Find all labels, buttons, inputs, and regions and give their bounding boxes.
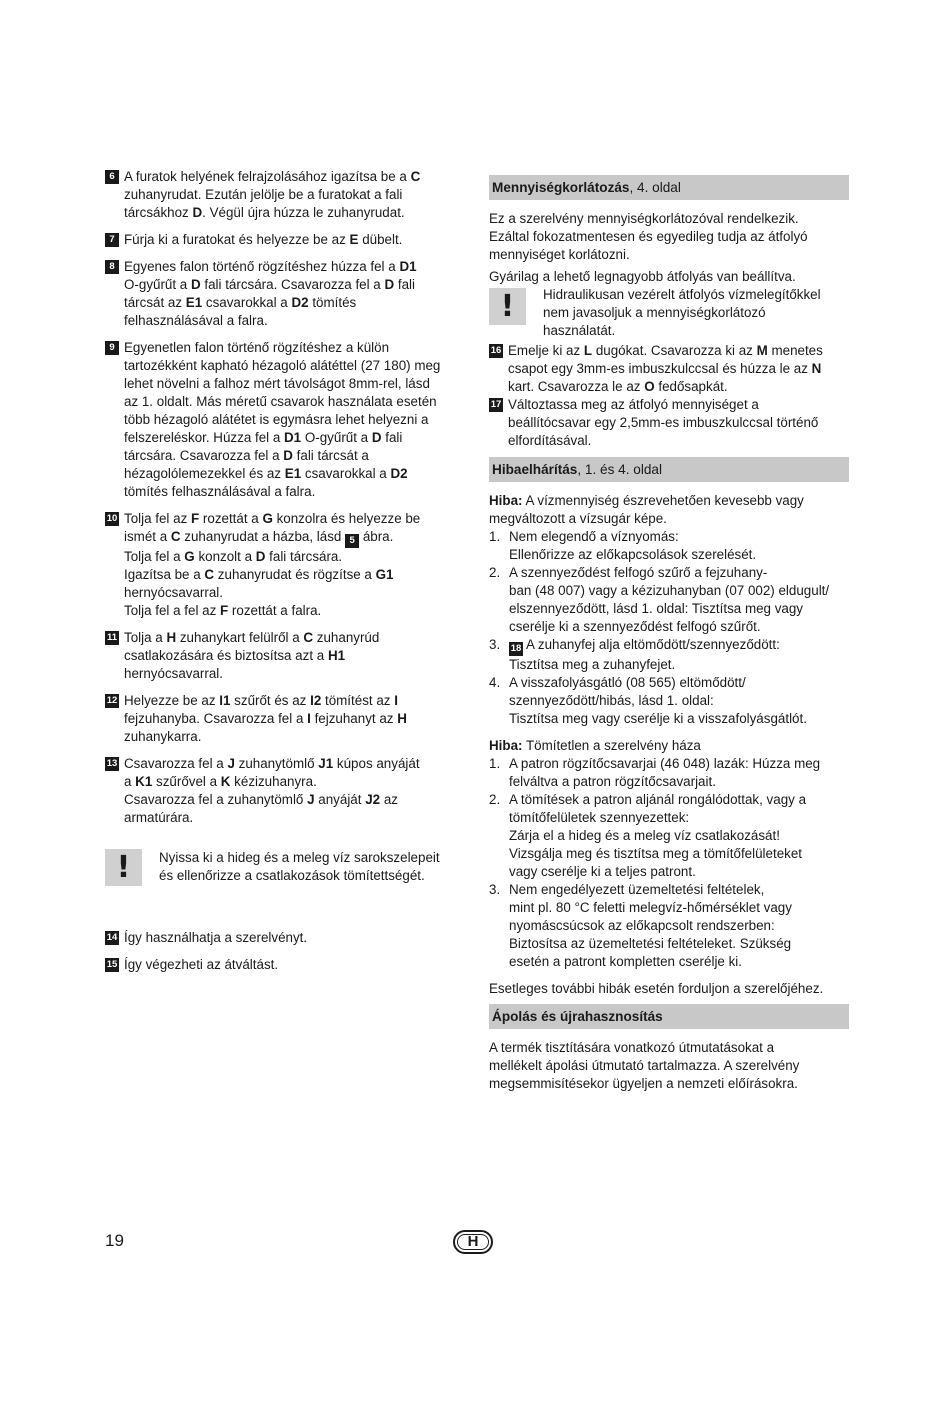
text-run: csavarokkal a [301,466,391,481]
text-line [508,432,849,450]
step-number-badge: 6 [105,170,119,184]
part-label: F [220,603,229,618]
text-run: kézizuhanyra. [230,774,317,789]
text-line [509,791,849,809]
text-line [124,929,460,947]
text-run: tömítést az [321,693,395,708]
text-run: szűrővel a [152,774,221,789]
text-run: Vizsgálja meg és tisztítsa meg a tömítőfelületeket [509,846,802,861]
text-line [509,564,849,582]
text-run: az [380,792,398,807]
text-line [509,917,849,935]
part-label: I1 [219,693,231,708]
text-run: anyáját [314,792,366,807]
text-run: A furatok helyének felrajzolásához igazítsa be a [124,169,411,184]
text-run: lehet növelni a falhoz mért távolságot 8mm-rel, lásd [124,376,430,391]
text-line [124,357,460,375]
part-label: E1 [185,295,203,310]
step-item [105,956,460,974]
part-label: D1 [399,259,417,274]
text-run: fedősapkát. [654,379,728,394]
text-line [124,231,460,249]
part-label: K1 [135,774,153,789]
text-line [124,294,460,312]
text-line [508,378,849,396]
text-run: elfordításával. [508,433,592,448]
step-number-badge: 8 [105,260,119,274]
fault-causes-list [489,528,849,728]
part-label: I [307,711,311,726]
text-run: Tolja fel az [124,511,191,526]
text-run: tárcsát az [124,295,186,310]
part-label: N [811,361,822,376]
text-run: fali [394,277,415,292]
text-run: zuhanytömlő [234,756,319,771]
section-title-suffix: , 4. oldal [629,180,681,195]
part-label: C [170,529,181,544]
section-header-flow-limit [489,175,849,200]
list-item-number: 1. [489,529,501,544]
part-label: D [190,277,201,292]
step-item [105,510,460,620]
text-run: dübelt. [358,232,403,247]
text-line [124,312,460,330]
part-label: J1 [318,756,334,771]
text-run: mint pl. 80 °C feletti melegvíz-hőmérséklet vagy [509,900,792,915]
text-run: konzolt a [194,549,256,564]
text-run: szűrőt és az [230,693,311,708]
text-run: Így használhatja a szerelvényt. [124,930,308,945]
text-line [124,791,460,809]
text-run: . Végül újra húzza le zuhanyrudat. [202,205,405,220]
figure-ref-badge: 18 [510,643,522,654]
text-line [509,710,849,728]
step-item [489,342,849,396]
text-line [124,393,460,411]
text-run: Csavarozza fel a [124,756,228,771]
text-run: csapot egy 3mm-es imbuszkulccsal és húzza le az [508,361,812,376]
text-run: hézagolólemezekkel és az [124,466,285,481]
text-line [509,845,849,863]
text-line [509,692,849,710]
section-title: Hibaelhárítás [492,462,578,477]
text-line [509,600,849,618]
step-number-badge: 14 [106,932,118,943]
list-item [489,881,849,971]
text-run: vagy cserélje ki a teljes patront. [509,864,696,879]
section-title: Ápolás és újrahasznosítás [492,1009,663,1024]
paragraph [489,210,849,264]
warning-text-line: Hidraulikusan vezérelt átfolyós vízmelegítőkkel [543,287,821,302]
list-item-number: 4. [489,675,501,690]
part-label: G [262,511,273,526]
text-run: menetes [767,343,823,358]
paragraph: Gyárilag a lehető legnagyobb átfolyás van beállítva. [489,269,796,284]
list-item [489,791,849,881]
part-label: D [371,430,382,445]
text-run: Így végezheti az átváltást. [124,957,279,972]
warning-block [105,849,460,889]
text-run: hernyócsavarral. [124,585,223,600]
page-number: 19 [105,1231,124,1250]
text-run: hernyócsavarral. [124,666,223,681]
text-run: Nem engedélyezett üzemeltetési feltételek, [509,882,765,897]
text-line [124,755,460,773]
text-run: fejzuhanyba. Csavarozza fel a [124,711,308,726]
list-item [489,755,849,791]
text-run: A patron rögzítőcsavarjai (46 048) lazák: Húzza meg [509,756,821,771]
text-run: a [124,774,136,789]
text-run: Változtassa meg az átfolyó mennyiséget a [508,397,759,412]
text-run: A zuhanyfej alja eltömődött/szennyeződött: [523,637,780,652]
text-line [509,953,849,971]
warning-icon: ! [105,849,142,886]
part-label: J [307,792,315,807]
text-line [124,728,460,746]
list-item [489,636,849,674]
text-run: zuhanyrudat és rögzítse a [214,567,376,582]
step-number-badge: 10 [106,513,118,524]
text-run: Tisztítsa meg vagy cserélje ki a visszafolyásgátlót. [509,711,807,726]
part-label: C [303,630,314,645]
warning-text-line: nem javasoljuk a mennyiségkorlátozó [543,305,766,320]
text-line [124,411,460,429]
text-run: Tolja fel a [124,549,185,564]
text-run: A tömítések a patron aljánál rongálódottak, vagy a [509,792,807,807]
text-run: O-gyűrűt a [124,277,191,292]
text-run: felszereléskor. Húzza fel a [124,430,285,445]
section-header-troubleshooting [489,457,849,482]
text-run: esetén a patront kompletten cserélje ki. [509,954,742,969]
text-line: mennyiséget korlátozni. [489,247,630,262]
text-run: Helyezze be az [124,693,220,708]
text-line [509,863,849,881]
text-run: Ellenőrizze az előkapcsolások szerelését. [509,547,757,562]
text-line [509,618,849,636]
text-line [508,414,849,432]
text-run: cserélje ki a szennyeződést felfogó szűrőt. [509,619,761,634]
list-item [489,528,849,564]
part-label: G1 [375,567,394,582]
text-run: zuhanyrudat a házba, lásd [180,529,346,544]
text-line [124,528,460,548]
text-run: beállítócsavar egy 2,5mm-es imbuszkulccsal történő [508,415,819,430]
warning-text-line: és ellenőrizze a csatlakozások tömítettségét. [159,868,425,883]
text-run: elszennyeződött, lásd 1. oldal: Tisztítsa meg vagy [509,601,804,616]
step-item [105,929,460,947]
text-run: Zárja el a hideg és a meleg víz csatlakozását! [509,828,780,843]
text-line [124,548,460,566]
step-item [105,231,460,249]
text-line [124,465,460,483]
part-label: I [394,693,398,708]
text-line [509,546,849,564]
text-run: tömítés [308,295,357,310]
fault-label: Hiba: [489,738,523,753]
text-line [509,899,849,917]
text-run: rozettát a [199,511,263,526]
list-item-number: 3. [489,882,501,897]
part-label: D1 [284,430,302,445]
fault-text: Tömítetlen a szerelvény háza [522,738,701,753]
part-label: H [166,630,177,645]
section-header-care [489,1004,849,1029]
text-run: zuhanyrudat. Ezután jelölje be a furatokat a fali [124,187,403,202]
text-run: csatlakozására és biztosítsa azt a [124,648,328,663]
text-run: konzolra és helyezze be [272,511,421,526]
part-label: J [227,756,235,771]
text-line [124,186,460,204]
list-item-number: 2. [489,565,501,580]
text-line [124,665,460,683]
text-line [124,956,460,974]
text-run: Igazítsa be a [124,567,205,582]
part-label: H1 [327,648,346,663]
text-run: csavarokkal a [202,295,292,310]
text-run: nyomáscsúcsok az előkapcsolt rendszerben: [509,918,775,933]
text-line [124,584,460,602]
text-run: fali tárcsára. [265,549,343,564]
part-label: D2 [390,466,408,481]
text-line [509,755,849,773]
text-run: szennyeződött/hibás, lásd 1. oldal: [509,693,714,708]
text-line [124,602,460,620]
text-run: dugókat. Csavarozza ki az [592,343,757,358]
text-line: A termék tisztítására vonatkozó útmutatásokat a [489,1040,775,1055]
text-run: ismét a [124,529,171,544]
part-label: E1 [284,466,302,481]
text-run: Egyenetlen falon történő rögzítéshez a külön [124,340,390,355]
text-line [509,636,849,656]
text-line [124,647,460,665]
text-line [124,629,460,647]
text-run: Csavarozza fel a zuhanytömlő [124,792,308,807]
fault-description [489,737,849,755]
text-line: mellékelt ápolási útmutató tartalmazza. A szerelvény [489,1058,800,1073]
text-run: tömítés felhasználásával a falra. [124,484,316,499]
installation-steps [105,168,460,827]
part-label: M [756,343,768,358]
step-item [105,755,460,827]
text-line [509,827,849,845]
part-label: O [644,379,655,394]
text-line [124,773,460,791]
fault-text: A vízmennyiség észrevehetően kevesebb vagy [522,493,804,508]
text-run: fali tárcsát a [292,448,369,463]
text-run: fali [381,430,403,445]
step-item [105,692,460,746]
text-line [509,809,849,827]
text-run: ábra. [359,529,394,544]
text-line [124,809,460,827]
text-run: kúpos anyáját [333,756,420,771]
warning-block [489,286,849,340]
warning-icon: ! [489,288,526,325]
text-line [124,510,460,528]
text-line [124,483,460,501]
text-line: Ez a szerelvény mennyiségkorlátozóval rendelkezik. [489,211,799,226]
closing-note: Esetleges további hibák esetén forduljon a szerelőjéhez. [489,981,824,996]
step-number-badge: 15 [106,959,118,970]
text-line [124,710,460,728]
text-run: A visszafolyásgátló (08 565) eltömődött/ [509,675,746,690]
step-number-badge: 9 [105,341,119,355]
text-run: A szennyeződést felfogó szűrő a fejzuhany- [509,565,768,580]
text-run: Biztosítsa az üzemeltetési feltételeket. Szükség [509,936,792,951]
text-run: fejzuhanyt az [310,711,398,726]
part-label: D [384,277,395,292]
text-line [509,935,849,953]
text-run: Egyenes falon történő rögzítéshez húzza fel a [124,259,400,274]
list-item-number: 3. [489,637,501,652]
text-run: fali tárcsára. Csavarozza fel a [200,277,385,292]
text-line [124,258,460,276]
text-run: tömítőfelületek szennyezettek: [509,810,690,825]
step-item [105,168,460,222]
text-run: kart. Csavarozza le az [508,379,645,394]
part-label: C [410,169,421,184]
text-line [124,276,460,294]
text-run: tartozékként kapható hézagoló alátéttel (27 180) meg [124,358,441,373]
fault-label: Hiba: [489,493,523,508]
fault-text: megváltozott a vízsugár képe. [489,511,667,526]
right-column [489,175,849,1093]
text-line [124,204,460,222]
step-item [105,629,460,683]
text-run: Fúrja ki a furatokat és helyezze be az [124,232,350,247]
step-number-badge: 13 [106,758,118,769]
text-line: Ezáltal fokozatmentesen és egyedileg tudja az átfolyó [489,229,808,244]
text-line [124,692,460,710]
left-column [105,168,460,983]
part-label: F [191,511,200,526]
text-run: az 1. oldalt. Más méretű csavarok használata esetén [124,394,437,409]
step-number-badge: 12 [106,695,118,706]
part-label: D2 [291,295,309,310]
step-number-badge: 11 [106,632,118,643]
text-line [124,566,460,584]
text-run: zuhanykarra. [124,729,202,744]
warning-text-line: Nyissa ki a hideg és a meleg víz sarokszelepeit [159,850,440,865]
text-line [124,375,460,393]
step-number-badge: 7 [105,233,119,247]
part-label: L [583,343,593,358]
text-line [509,674,849,692]
text-line [509,773,849,791]
part-label: D [283,448,293,463]
part-label: G [184,549,195,564]
part-label: C [204,567,215,582]
section-title: Mennyiségkorlátozás [492,180,630,195]
step-item [489,396,849,450]
text-run: ban (48 007) vagy a kézizuhanyban (07 002) eldugult/ [509,583,830,598]
text-run: Tolja a [124,630,167,645]
warning-text-line: használatát. [543,323,616,338]
part-label: D [255,549,266,564]
text-line [508,360,849,378]
text-line: megsemmisítésekor ügyeljen a nemzeti előírásokra. [489,1076,798,1091]
step-item [105,339,460,501]
step-number-badge: 16 [490,345,502,356]
list-item [489,674,849,728]
usage-steps [105,929,460,974]
text-run: felhasználásával a falra. [124,313,268,328]
text-line [124,168,460,186]
figure-ref-badge: 5 [345,534,359,548]
text-line [509,656,849,674]
part-label: J2 [365,792,381,807]
text-run: tárcsákhoz [124,205,193,220]
paragraph [489,1039,849,1093]
text-run: rozettát a falra. [228,603,322,618]
part-label: K [220,774,231,789]
text-run: felváltva a patron rögzítőcsavarjait. [509,774,716,789]
step-item [105,258,460,330]
text-line [508,396,849,414]
text-line [124,339,460,357]
language-badge: H [453,1230,493,1254]
step-number-badge: 17 [490,399,502,410]
flow-limit-steps [489,342,849,450]
fault-causes-list [489,755,849,971]
text-line [124,447,460,465]
text-run: zuhanykart felülről a [176,630,304,645]
text-run: armatúrára. [124,810,194,825]
text-line [509,528,849,546]
text-run: tárcsára. Csavarozza fel a [124,448,284,463]
part-label: I2 [310,693,322,708]
list-item-number: 1. [489,756,501,771]
text-run: Nem elegendő a víznyomás: [509,529,679,544]
text-run: Tisztítsa meg a zuhanyfejet. [509,657,676,672]
text-line [509,881,849,899]
part-label: D [192,205,203,220]
text-line [508,342,849,360]
fault-description [489,492,849,528]
part-label: H [397,711,407,726]
text-run: O-gyűrűt a [301,430,372,445]
text-run: Emelje ki az [508,343,584,358]
text-run: zuhanyrúd [313,630,380,645]
list-item-number: 2. [489,792,501,807]
section-title-suffix: , 1. és 4. oldal [577,462,663,477]
text-run: Tolja fel a fel az [124,603,221,618]
list-item [489,564,849,636]
part-label: E [349,232,359,247]
text-line [124,429,460,447]
text-line [509,582,849,600]
text-run: több hézagoló alátétet is egymásra lehet helyezni a [124,412,429,427]
